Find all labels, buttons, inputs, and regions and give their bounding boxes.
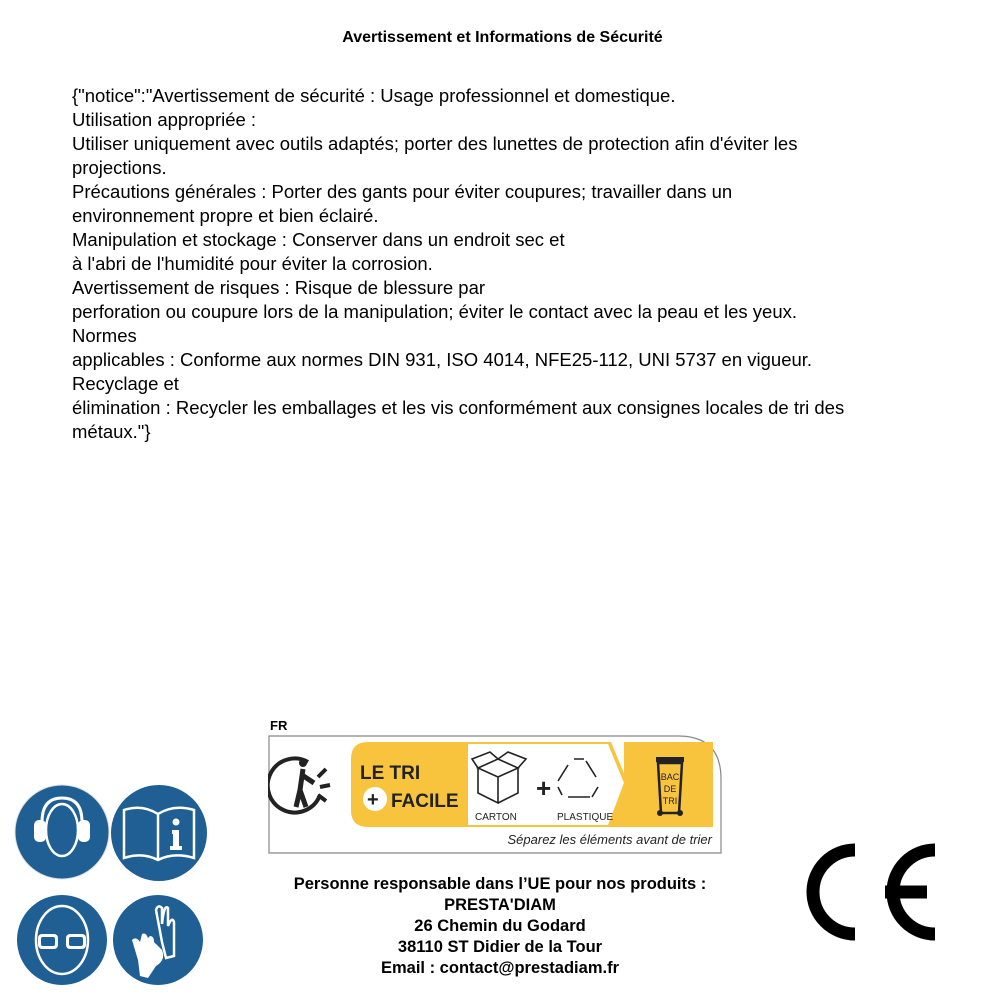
- plastic-label: PLASTIQUE: [557, 812, 614, 823]
- gloves-icon: [112, 894, 204, 986]
- bin-label: TRI: [662, 796, 678, 806]
- ce-mark: [795, 842, 940, 942]
- bin-label: DE: [663, 784, 677, 794]
- notice-line: Manipulation et stockage : Conserver dans un endroit sec et: [72, 229, 565, 250]
- notice-line: Utilisation appropriée :: [72, 109, 257, 130]
- triman-headline-2: FACILE: [391, 791, 459, 812]
- notice-line: Avertissement de risques : Risque de blessure par: [72, 277, 486, 298]
- triman-recycling-label: [268, 735, 723, 855]
- address-line: 38110 ST Didier de la Tour: [397, 938, 603, 956]
- responsible-person-address: [240, 874, 760, 979]
- carton-label: CARTON: [475, 812, 517, 823]
- page-title: Avertissement et Informations de Sécurité: [342, 29, 663, 46]
- triman-headline-1: LE TRI: [360, 763, 421, 784]
- notice-line: élimination : Recycler les emballages et les vis conformément aux consignes locales de tri des: [72, 397, 845, 418]
- eye-protection-icon: [16, 894, 108, 986]
- notice-line: {"notice":"Avertissement de sécurité : Usage professionnel et domestique.: [72, 85, 676, 106]
- plus-icon: +: [536, 773, 552, 803]
- notice-line: à l'abri de l'humidité pour éviter la corrosion.: [72, 253, 433, 274]
- svg-text:+: +: [367, 789, 379, 811]
- notice-line: métaux."}: [72, 421, 151, 442]
- triman-footer: Séparez les éléments avant de trier: [507, 832, 712, 847]
- company-name: PRESTA'DIAM: [444, 896, 556, 914]
- notice-line: environnement propre et bien éclairé.: [72, 205, 379, 226]
- notice-line: Utiliser uniquement avec outils adaptés; porter des lunettes de protection afin d'éviter les: [72, 133, 798, 154]
- notice-line: projections.: [72, 157, 167, 178]
- address-line: Personne responsable dans l’UE pour nos produits :: [293, 875, 707, 893]
- email: Email : contact@prestadiam.fr: [381, 959, 619, 977]
- notice-line: Précautions générales : Porter des gants pour éviter coupures; travailler dans un: [72, 181, 733, 202]
- notice-line: Normes: [72, 325, 137, 346]
- read-manual-icon: [110, 784, 208, 882]
- country-code: FR: [270, 718, 288, 733]
- safety-notice: [72, 84, 952, 444]
- notice-line: perforation ou coupure lors de la manipulation; éviter le contact avec la peau et les yeux.: [72, 301, 798, 322]
- ear-protection-icon: [14, 784, 110, 880]
- notice-line: Recyclage et: [72, 373, 179, 394]
- notice-line: applicables : Conforme aux normes DIN 931, ISO 4014, NFE25-112, UNI 5737 en vigueur.: [72, 349, 813, 370]
- bin-label: BAC: [660, 772, 680, 782]
- address-line: 26 Chemin du Godard: [414, 917, 586, 935]
